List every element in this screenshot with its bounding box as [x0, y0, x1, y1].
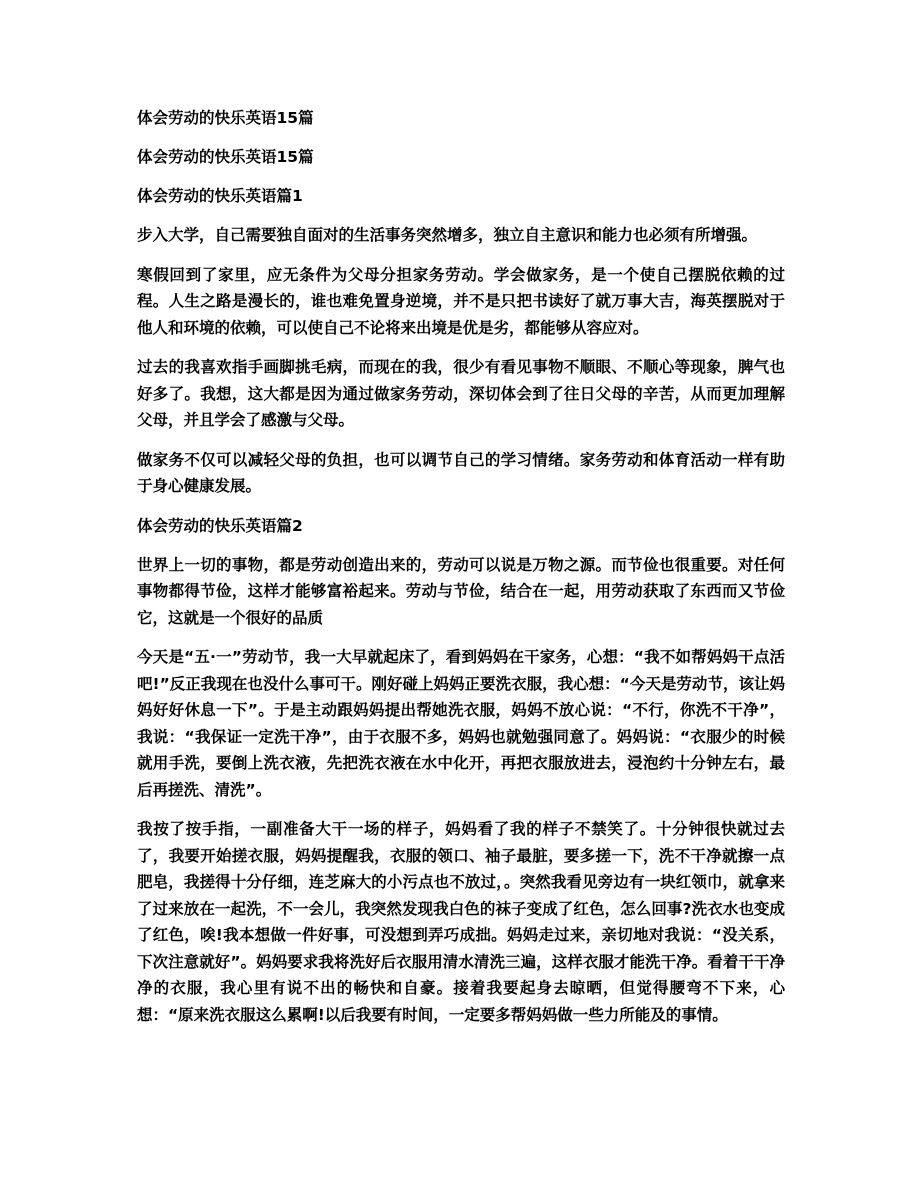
section-2-paragraph-2: 今天是“五·一”劳动节，我一大早就起床了，看到妈妈在干家务，心想：“我不如帮妈妈干点活吧!”反正我现在也没什么事可干。刚好碰上妈妈正要洗衣服，我心想：“今天是劳动节，该让妈妈好好休息一下”。于是主动跟妈妈提出帮她洗衣服，妈妈不放心说：“不行，你洗不干净”，我说：“我保证一定洗干净”，由于衣服不多，妈妈也就勉强同意了。妈妈说：“衣服少的时候就用手洗，要倒上洗衣液，先把洗衣液在水中化开，再把衣服放进去，浸泡约十分钟左右，最后再搓洗、清洗”。: [137, 648, 785, 799]
section-2-paragraph-3: 我按了按手指，一副准备大干一场的样子，妈妈看了我的样子不禁笑了。十分钟很快就过去了，我要开始搓衣服，妈妈提醒我，衣服的领口、袖子最脏，要多搓一下，洗不干净就擦一点肥皂，我搓得十分仔细，连芝麻大的小污点也不放过，。突然我看见旁边有一块红领巾，就拿来了过来放在一起洗，不一会儿，我突然发现我白色的袜子变成了红色，怎么回事?洗衣水也变成了红色，唉!我本想做一件好事，可没想到弄巧成拙。妈妈走过来，亲切地对我说：“没关系，下次注意就好”。妈妈要求我将洗好后衣服用清水清洗三遍，这样衣服才能洗干净。看着干干净净的衣服，我心里有说不出的畅快和自豪。接着我要起身去晾晒，但觉得腰弯不下来，心想：“原来洗衣服这么累啊!以后我要有时间，一定要多帮妈妈做一些力所能及的事情。: [137, 820, 785, 1024]
section-1-paragraph-4: 做家务不仅可以减轻父母的负担，也可以调节自己的学习情绪。家务劳动和体育活动一样有助于身心健康发展。: [137, 450, 785, 495]
section-1-paragraph-2: 寒假回到了家里，应无条件为父母分担家务劳动。学会做家务，是一个使自己摆脱依赖的过程。人生之路是漫长的，谁也难免置身逆境，并不是只把书读好了就万事大吉，海英摆脱对于他人和环境的依赖，可以使自己不论将来出境是优是劣，都能够从容应对。: [137, 265, 785, 337]
section-1-paragraph-1: 步入大学，自己需要独自面对的生活事务突然增多，独立自主意识和能力也必须有所增强。: [137, 226, 758, 244]
document-page: [137, 105, 785, 1041]
section-1-heading: 体会劳动的快乐英语篇1: [137, 187, 303, 205]
document-subtitle: 体会劳动的快乐英语15篇: [137, 148, 314, 166]
document-title: 体会劳动的快乐英语15篇: [137, 109, 314, 127]
section-2-paragraph-1: 世界上一切的事物，都是劳动创造出来的，劳动可以说是万物之源。而节俭也很重要。对任何事物都得节俭，这样才能够富裕起来。劳动与节俭，结合在一起，用劳动获取了东西而又节俭它，这就是一个很好的品质: [137, 555, 785, 627]
section-2-heading: 体会劳动的快乐英语篇2: [137, 516, 303, 535]
section-1-paragraph-3: 过去的我喜欢指手画脚挑毛病，而现在的我，很少有看见事物不顺眼、不顺心等现象，脾气也好多了。我想，这大都是因为通过做家务劳动，深切体会到了往日父母的辛苦，从而更加理解父母，并且学会了感激与父母。: [137, 358, 785, 429]
